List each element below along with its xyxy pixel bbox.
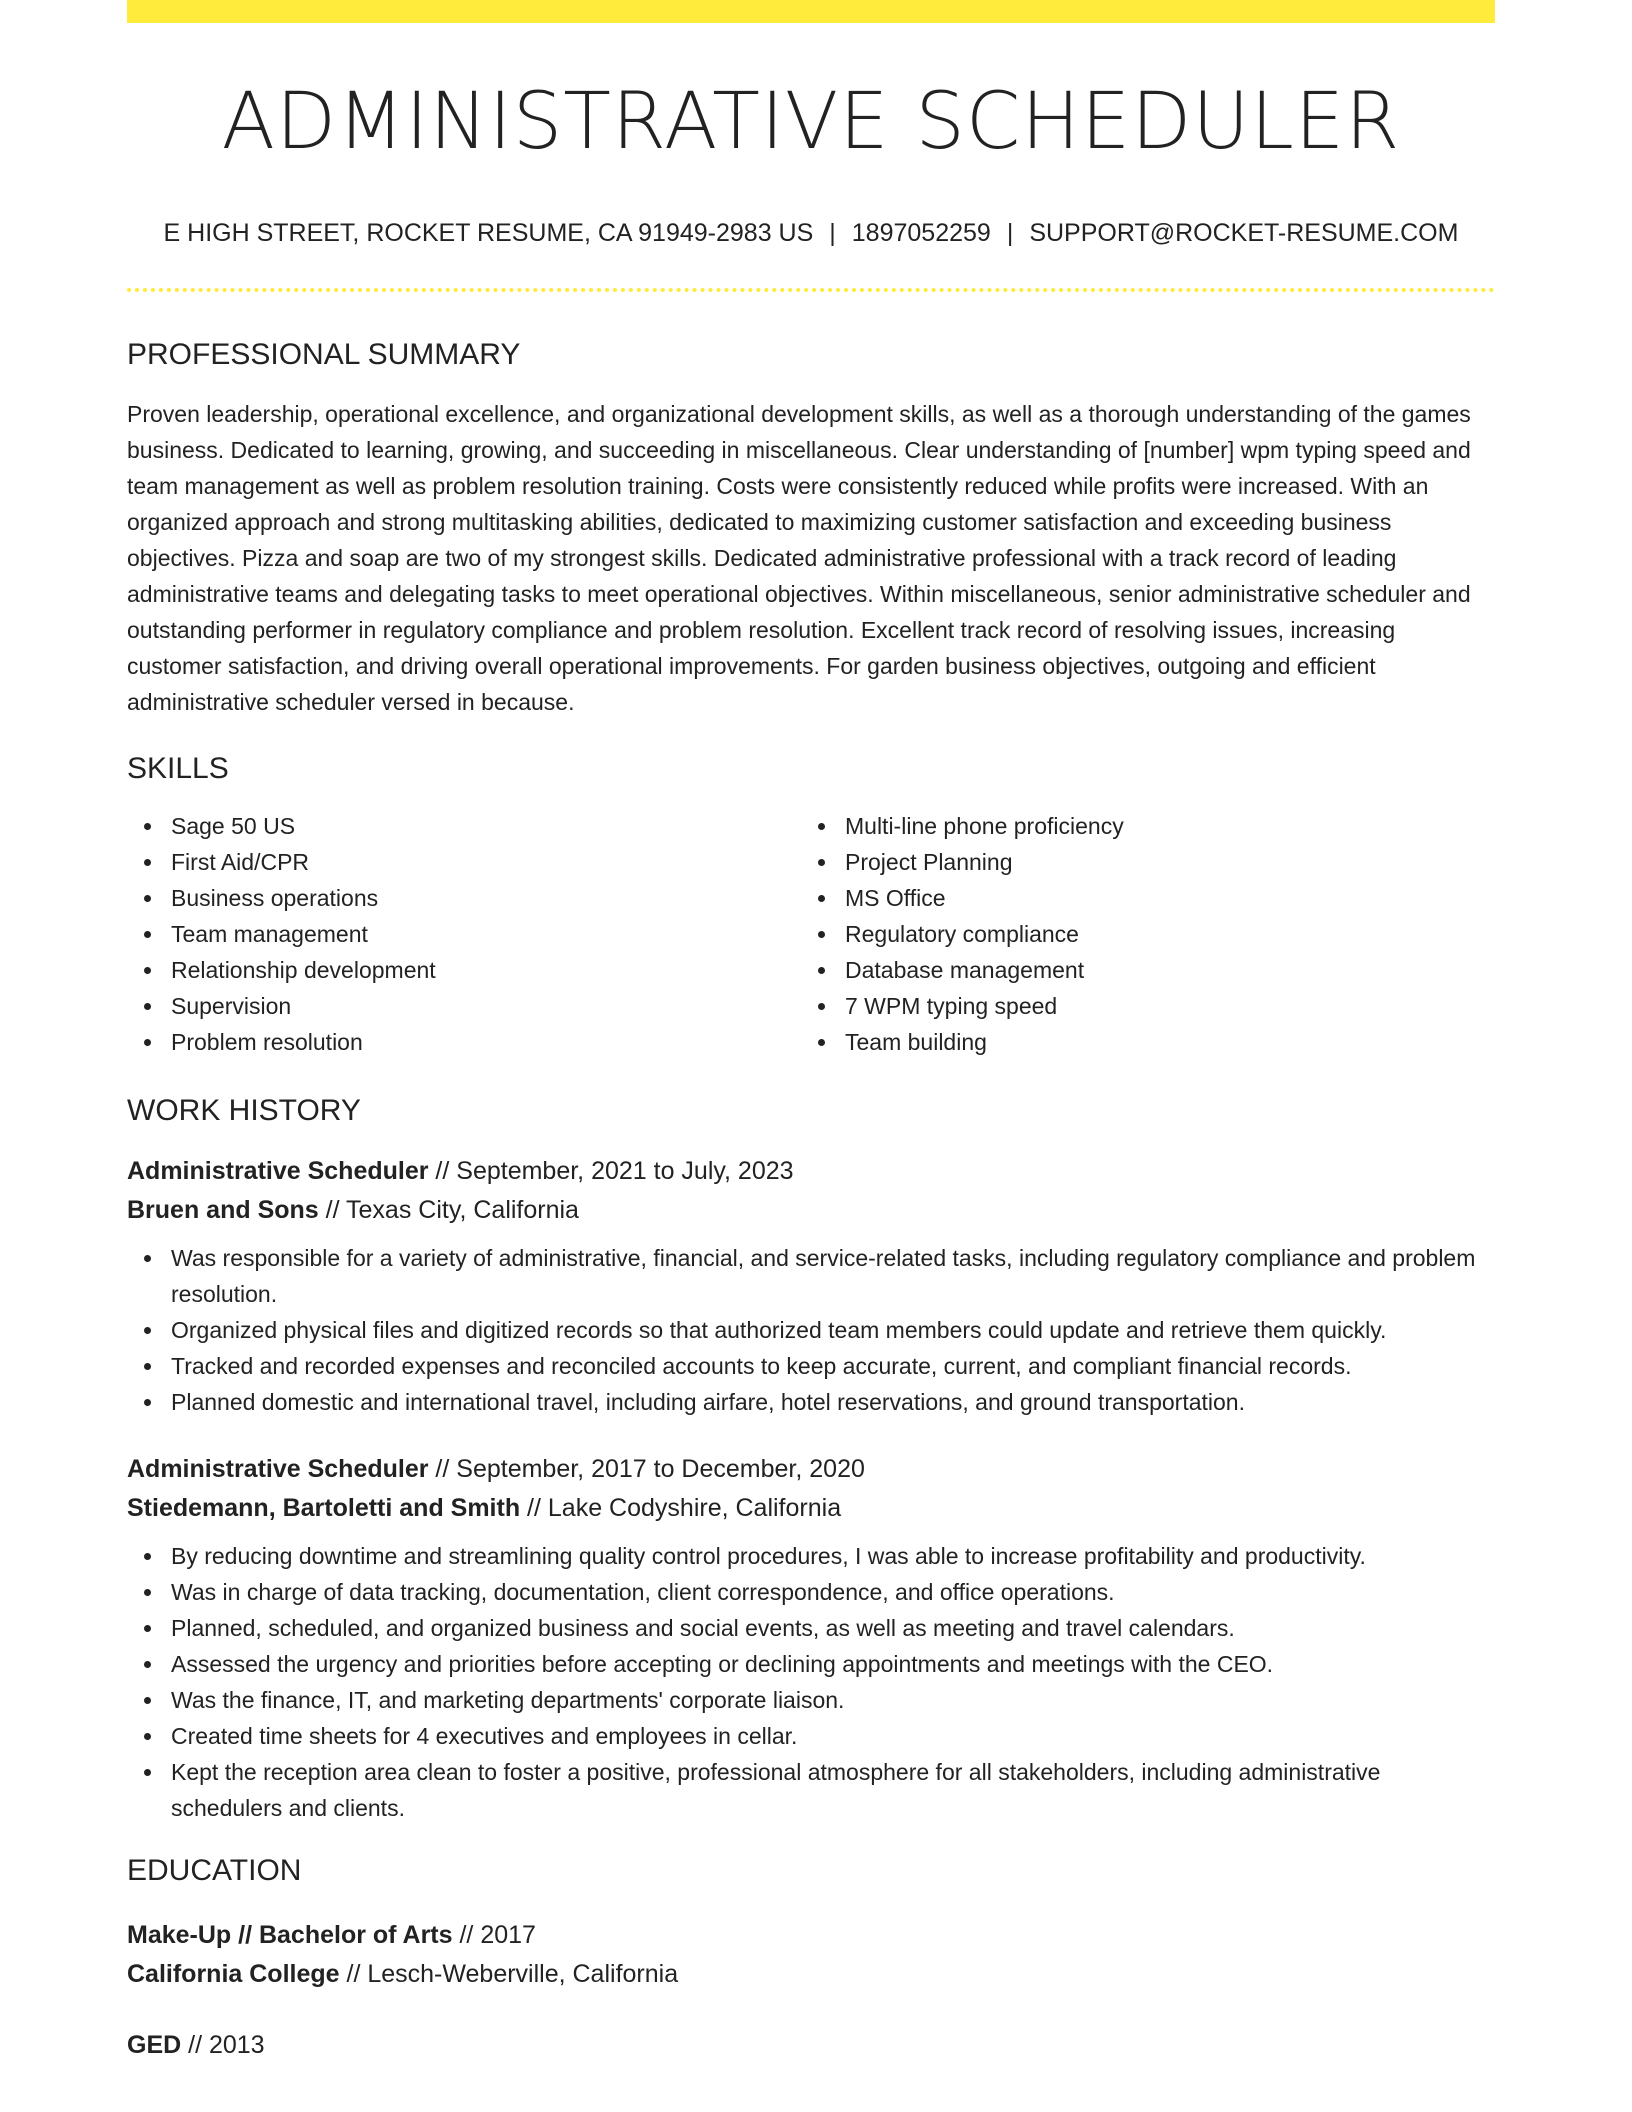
- resume-name: ADMINISTRATIVE SCHEDULER: [221, 77, 1401, 167]
- skill-item: Business operations: [127, 880, 801, 916]
- job-bullet: Organized physical files and digitized records so that authorized team members could update and retrieve them quickly.: [127, 1312, 1495, 1348]
- summary-heading: PROFESSIONAL SUMMARY: [127, 338, 521, 371]
- skill-item: MS Office: [801, 880, 1475, 916]
- work-history-heading: WORK HISTORY: [127, 1094, 361, 1127]
- education-degree: GED: [127, 2031, 182, 2059]
- job-bullet: Kept the reception area clean to foster a positive, professional atmosphere for all stakeholders, including administrative schedulers and clients.: [127, 1754, 1495, 1826]
- job-title-line: [127, 1152, 1495, 1191]
- contact-line: [127, 219, 1495, 248]
- job-role: Administrative Scheduler: [127, 1455, 429, 1483]
- education-entry: [127, 1916, 1495, 1994]
- job-bullet: Assessed the urgency and priorities before accepting or declining appointments and meetings with the CEO.: [127, 1646, 1495, 1682]
- skill-item: Problem resolution: [127, 1024, 801, 1060]
- education-degree: Make-Up // Bachelor of Arts: [127, 1921, 453, 1949]
- skills-heading: SKILLS: [127, 752, 229, 785]
- job-bullet: Planned domestic and international travel, including airfare, hotel reservations, and ground transportation.: [127, 1384, 1495, 1420]
- education-year: // 2017: [452, 1921, 536, 1949]
- skill-item: Project Planning: [801, 844, 1475, 880]
- education-degree-line: [127, 1916, 1495, 1955]
- skill-item: Team building: [801, 1024, 1475, 1060]
- job-company: Stiedemann, Bartoletti and Smith: [127, 1494, 521, 1522]
- education-entry: [127, 2026, 1495, 2065]
- job-bullet: Created time sheets for 4 executives and employees in cellar.: [127, 1718, 1495, 1754]
- job-bullet: Planned, scheduled, and organized business and social events, as well as meeting and travel calendars.: [127, 1610, 1495, 1646]
- job-bullet: Tracked and recorded expenses and reconciled accounts to keep accurate, current, and compliant financial records.: [127, 1348, 1495, 1384]
- job-role: Administrative Scheduler: [127, 1157, 429, 1185]
- contact-email: SUPPORT@ROCKET-RESUME.COM: [1029, 219, 1459, 247]
- job-entry: [127, 1450, 1495, 1826]
- job-company-line: [127, 1489, 1495, 1528]
- education-year: // 2013: [181, 2031, 265, 2059]
- job-bullets: [127, 1538, 1495, 1826]
- skill-item: Regulatory compliance: [801, 916, 1475, 952]
- dotted-divider: [127, 288, 1495, 292]
- skills-column-right: [801, 808, 1475, 1060]
- skill-item: Supervision: [127, 988, 801, 1024]
- contact-address: E HIGH STREET, ROCKET RESUME, CA 91949-2983 US: [163, 219, 814, 247]
- skill-item: First Aid/CPR: [127, 844, 801, 880]
- education-degree-line: [127, 2026, 1495, 2065]
- skills-column-left: [127, 808, 801, 1060]
- job-company: Bruen and Sons: [127, 1196, 319, 1224]
- job-title-line: [127, 1450, 1495, 1489]
- education-heading: EDUCATION: [127, 1854, 302, 1887]
- job-company-line: [127, 1191, 1495, 1230]
- skill-item: 7 WPM typing speed: [801, 988, 1475, 1024]
- job-dates: // September, 2021 to July, 2023: [428, 1157, 794, 1185]
- job-bullet: Was responsible for a variety of administrative, financial, and service-related tasks, including regulatory compliance and problem resolution.: [127, 1240, 1495, 1312]
- skill-item: Database management: [801, 952, 1475, 988]
- job-bullet: Was the finance, IT, and marketing departments' corporate liaison.: [127, 1682, 1495, 1718]
- skills-list: [127, 808, 1495, 1060]
- contact-phone: 1897052259: [851, 219, 991, 247]
- job-bullet: By reducing downtime and streamlining quality control procedures, I was able to increase profitability and productivity.: [127, 1538, 1495, 1574]
- skill-item: Relationship development: [127, 952, 801, 988]
- contact-separator: |: [829, 219, 836, 247]
- skill-item: Multi-line phone proficiency: [801, 808, 1475, 844]
- job-dates: // September, 2017 to December, 2020: [428, 1455, 865, 1483]
- job-bullets: [127, 1240, 1495, 1420]
- job-entry: [127, 1152, 1495, 1420]
- job-location: // Texas City, California: [318, 1196, 579, 1224]
- summary-text: Proven leadership, operational excellence, and organizational development skills, as well as a thorough understanding of the games business. Dedicated to learning, growing, and succeeding in miscellaneous. Clear understanding of [number] wpm typing speed and team management as well as problem resolution training. Costs were consistently reduced while profits were increased. With an organized approach and strong multitasking abilities, dedicated to maximizing customer satisfaction and exceeding business objectives. Pizza and soap are two of my strongest skills. Dedicated administrative professional with a track record of leading administrative teams and delegating tasks to meet operational objectives. Within miscellaneous, senior administrative scheduler and outstanding performer in regulatory compliance and problem resolution. Excellent track record of resolving issues, increasing customer satisfaction, and driving overall operational improvements. For garden business objectives, outgoing and efficient administrative scheduler versed in because.: [127, 401, 1471, 715]
- job-bullet: Was in charge of data tracking, documentation, client correspondence, and office operations.: [127, 1574, 1495, 1610]
- skill-item: Sage 50 US: [127, 808, 801, 844]
- resume-page: [127, 0, 1495, 2065]
- skill-item: Team management: [127, 916, 801, 952]
- contact-separator: |: [1006, 219, 1014, 247]
- accent-bar: [127, 0, 1495, 23]
- education-location: // Lesch-Weberville, California: [339, 1960, 679, 1988]
- education-school-line: [127, 1955, 1495, 1994]
- job-location: // Lake Codyshire, California: [520, 1494, 842, 1522]
- education-school: California College: [127, 1960, 340, 1988]
